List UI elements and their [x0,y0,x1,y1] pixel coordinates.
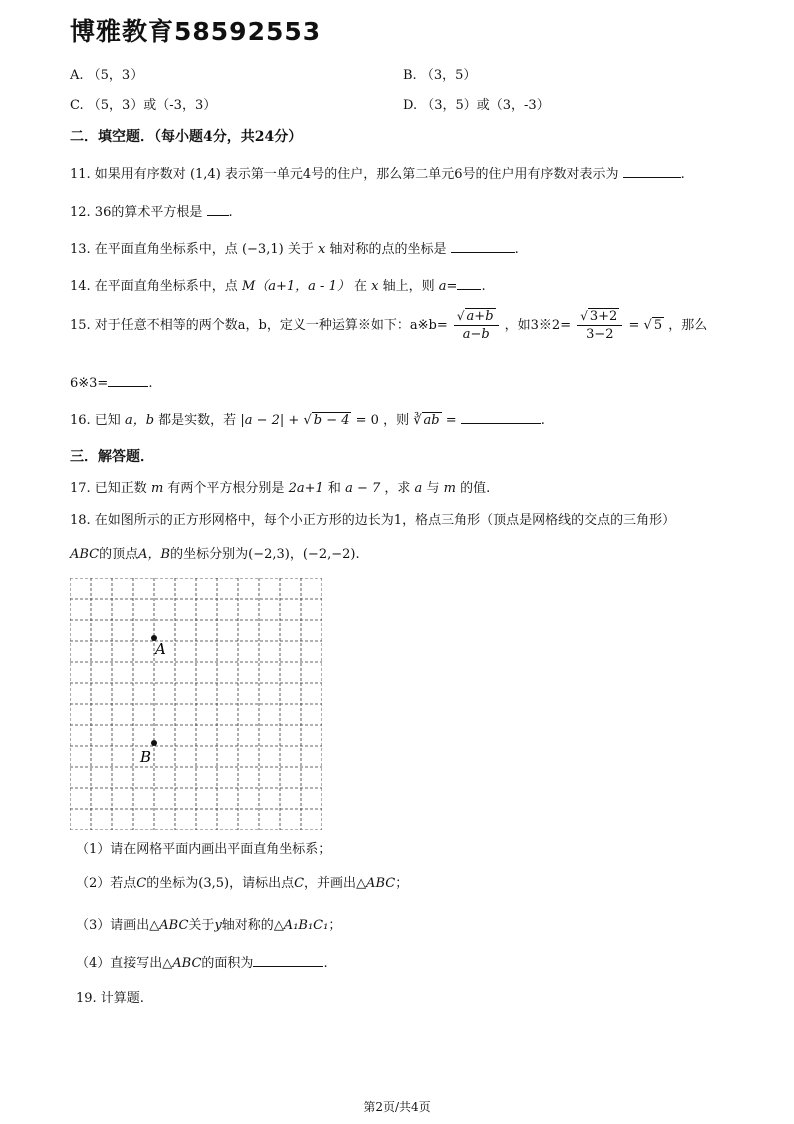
question-11 [70,163,685,182]
q18-text-b: 的坐标分别为 [170,547,249,562]
q15-fraction-definition: $\frac{√ a+b}{a-b}$ [454,309,499,342]
q14-text-pre: 14. 在平面直角坐标系中，点 [70,279,238,294]
p4-end: . [323,956,328,971]
question-16: 16. 已知 a，b 都是实数，若 |a − 2| + √ b − 4 = 0 ，则 ∛ ab = . [70,413,545,428]
q16-eq: = [441,413,461,428]
question-17 [70,477,490,496]
q11-text-post: 表示第一单元4号的住户，那么第二单元6号的住户用有序数对表示为 [224,167,619,182]
q13-text-post: 轴对称的点的坐标是 [329,242,447,257]
q15-text-post: ，那么 [668,318,708,333]
q14-var: a= [438,279,458,294]
p4-pre: （4）直接写出 [76,956,163,971]
q15-fraction-example: $\frac{√ 3+2}{3-2}$ [577,309,622,342]
question-15-line2 [70,374,152,391]
q14-answer-blank[interactable] [457,277,481,290]
q17-expr-1: 2a+1 [288,481,324,496]
q11-text-pre: 11. 如果用有序数对 [70,167,186,182]
q15-end: . [148,376,153,391]
p3-triangle-2: △A₁B₁C₁ [273,918,329,933]
q14-end: . [481,279,486,294]
q18-coord-b: (−2,−2) [302,547,356,562]
question-18-line1: 18. 在如图所示的正方形网格中，每个小正方形的边长为1，格点三角形（顶点是网格线的交点的三角形） [70,513,676,528]
p2-post: ，请标出点 [229,876,295,891]
q18-part-3 [76,914,341,933]
q18-coord-a: (−2,3) [248,547,290,562]
page-footer: 第2页/共4页 [363,1100,431,1114]
section-3-title: 三．解答题． [70,449,154,465]
q15-equals: = [628,318,640,333]
q18-part-1: （1）请在网格平面内画出平面直角坐标系； [76,842,332,857]
q17-expr-2: a − 7 [345,481,381,496]
q15-numerator-2: 3+2 [589,309,618,324]
q11-answer-blank[interactable] [623,165,681,178]
q16-then: ，则 [383,413,410,428]
p2-c2: C [294,876,305,891]
q12-end: . [228,205,233,220]
question-15: 15. 对于任意不相等的两个数a，b，定义一种运算※如下：a※b= $\frac{√ a+b}{a-b}$ ，如3※2= $\frac{√ 3+2}{3-2}$ = √ 5 ，那么 [70,309,708,342]
q17-and: 和 [327,481,341,496]
p3-triangle: △ABC [149,918,189,933]
q15-answer-blank[interactable] [108,374,148,387]
q18-part-2 [76,872,408,891]
p4-triangle: △ABC [162,956,202,971]
q17-text-pre: 17. 已知正数 [70,481,147,496]
q15-text-mid: ，如3※2= [504,318,572,333]
q13-point: (−3,1) [241,242,284,257]
grid-svg [70,578,322,830]
q12-answer-blank[interactable] [207,203,229,216]
q15-result: 5 [653,318,663,333]
p2-pre: （2）若点 [76,876,137,891]
q18-part-4 [76,952,328,971]
q16-expr-abs: |a − 2| + [240,413,304,428]
q17-text-post: ，求 [384,481,411,496]
q14-text-mid: 在 [354,279,368,294]
q17-m2: m [443,481,456,496]
choice-a: A. （5，3） [70,68,144,83]
q16-radicand: b − 4 [313,413,350,428]
q14-text-post: 轴上，则 [382,279,435,294]
q18-end: . [355,547,360,562]
choice-b: B. （3，5） [403,68,477,83]
p3-post: 轴对称的 [221,918,274,933]
q13-answer-blank[interactable] [451,240,515,253]
p3-y: y [214,918,222,933]
q17-with: 与 [426,481,440,496]
p3-end: ； [328,918,342,933]
point-a-label: A [155,640,166,658]
question-12 [70,201,233,220]
q17-end: 的值. [460,481,491,496]
q18-vertices: A，B [138,547,171,562]
q12-text: 12. 36的算术平方根是 [70,205,203,220]
q16-cube-root: ∛ [413,413,422,428]
q18-sep: ， [289,547,303,562]
watermark-logo: 博雅教育58592553 [70,17,322,46]
section-2-title: 二．填空题．（每小题4分，共24分） [70,129,303,145]
q17-m: m [150,481,164,496]
q15-line2: 6※3= [70,376,109,391]
q15-denominator-1: a−b [462,327,490,342]
q16-text-mid: 都是实数，若 [158,413,237,428]
p2-end: ； [395,876,409,891]
p4-answer-blank[interactable] [253,954,323,967]
p2-post2: ，并画出 [304,876,357,891]
q13-axis: x [317,242,326,257]
q11-end: . [680,167,685,182]
p3-mid: 关于 [188,918,215,933]
q16-text-pre: 16. 已知 [70,413,121,428]
q18-triangle-name: ABC [70,547,100,562]
q15-denominator-2: 3−2 [586,327,614,342]
q17-a: a [414,481,423,496]
q16-expr-eq: = 0 [351,413,379,428]
question-19: 19. 计算题. [76,991,144,1006]
p4-post: 的面积为 [201,956,254,971]
q16-answer-blank[interactable] [461,411,541,424]
q14-axis: x [371,279,379,294]
question-14 [70,275,486,294]
q13-text-mid: 关于 [287,242,314,257]
p2-coord: (3,5) [198,876,230,891]
q17-text-mid: 有两个平方根分别是 [167,481,285,496]
p2-mid: 的坐标为 [146,876,199,891]
q15-text-pre: 15. 对于任意不相等的两个数a，b，定义一种运算※如下：a※b= [70,318,448,333]
question-18-line2 [70,543,360,562]
square-grid-figure [70,578,322,830]
p2-triangle: △ABC [356,876,396,891]
q16-radicand-2: ab [423,413,440,428]
grid-lines [70,578,322,830]
q16-vars: a，b [124,413,155,428]
p2-c: C [136,876,147,891]
question-13 [70,238,519,257]
q13-text-pre: 13. 在平面直角坐标系中，点 [70,242,238,257]
q13-end: . [514,242,519,257]
q16-end: . [540,413,545,428]
q11-pair: (1,4) [189,167,221,182]
point-b-dot [151,740,157,746]
q14-point: M（a+1，a - 1） [241,279,350,294]
p3-pre: （3）请画出 [76,918,150,933]
q18-text-a: 的顶点 [99,547,139,562]
point-b-label: B [140,748,152,766]
choice-d: D. （3，5）或（3，-3） [403,98,550,113]
q15-numerator-1: a+b [466,309,494,324]
choice-c: C. （5，3）或（-3，3） [70,98,217,113]
